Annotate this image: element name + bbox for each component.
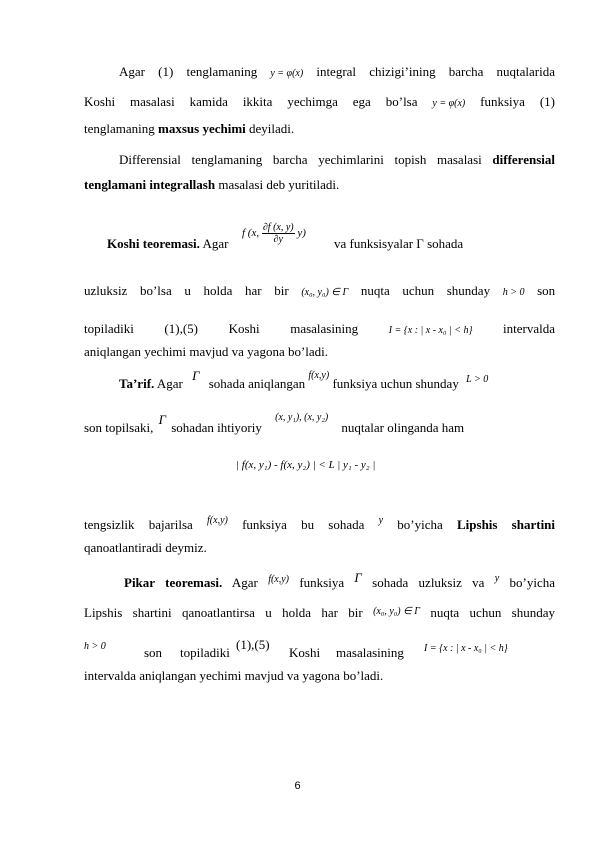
koshi-line2 [84,283,555,301]
word: deyiladi. [249,121,295,136]
formula-fxy: f(x,y) [268,574,290,585]
formula-L: L > 0 [466,374,489,385]
symbol-gamma: Γ [158,412,166,427]
word: ikkita [242,94,273,109]
fraction-numerator: ∂f (x, y) [262,222,294,233]
word: Agar [156,376,183,391]
word: bo’yicha [509,575,556,590]
formula-points: (x, y₁), (x, y₂) [275,412,329,423]
page-number: 6 [294,780,301,792]
word: funksiya [242,517,287,532]
p1-line2 [84,94,555,112]
formula-fxy: f(x,y) [308,370,330,381]
sentence: aniqlangan yechimi mavjud va yagona bo’ladi. [84,344,329,359]
sentence: sohada uzluksiz va [372,575,485,590]
formula-interval: I = {x : | x - x₀ | < h} [388,325,473,336]
word: son [144,645,163,660]
word: ega [352,94,371,109]
word: uzluksiz [84,283,128,298]
pikar-line1 [124,570,556,593]
word: bir [348,605,363,620]
term-bold: Lipshis shartini [457,517,556,532]
word: shartini [132,605,172,620]
tarif-line5 [84,540,555,556]
formula-y-phi: y = φ(x) [432,98,466,109]
koshi-line4 [84,344,555,360]
word: tenglamaning [186,64,258,79]
word: topiladiki [84,321,134,336]
formula-inequality: | f(x, y₁) - f(x, y₂) | < L | y₁ - y₂ | [236,459,376,471]
sentence: va funksisyalar Γ sohada [334,236,464,251]
word: intervalda [503,321,556,336]
symbol-y: y [378,515,384,526]
word: chizigi’ining [369,64,436,79]
word: integral [316,64,357,79]
formula-f-partial [242,222,306,245]
theorem-title: Koshi teoremasi. [107,236,200,251]
word: son [537,283,556,298]
symbol-gamma: Γ [354,570,362,585]
word: holda [282,605,311,620]
term-bold: maxsus yechimi [158,121,246,136]
definition-title: Ta’rif. [119,376,155,391]
word: bo’lsa [385,94,418,109]
term-bold: tenglamani integrallash [84,177,216,192]
word: nuqta [360,283,390,298]
word: nuqta [430,605,460,620]
equation-ref: (1),(5) [164,321,198,336]
pikar-line4 [84,668,555,684]
symbol-y: y [494,573,500,584]
formula-fxy: f(x,y) [207,515,228,526]
p2-line1 [119,152,555,168]
word: Koshi [228,321,260,336]
word: shunday [511,605,556,620]
formula-point: (x₀, y₀) ∈ Γ [373,606,420,617]
word: kamida [189,94,228,109]
word: bu [301,517,315,532]
sentence: qanoatlantiradi deymiz. [84,540,207,555]
word: masalasining [336,645,404,660]
word: Koshi [84,94,116,109]
word: u [184,283,191,298]
symbol-gamma: Γ [192,368,200,383]
word: topiladiki [180,645,230,660]
word: masalasi [129,94,175,109]
word: bo’lsa [139,283,172,298]
koshi-line1-end [334,236,534,252]
equation-ref: (1) [158,64,174,79]
word: sohada [328,517,365,532]
sentence: intervalda aniqlangan yechimi mavjud va yagona bo’ladi. [84,668,384,683]
formula-part: y) [297,227,306,240]
formula-y-phi: y = φ(x) [270,68,304,79]
word: Agar [231,575,258,590]
p1-line1 [119,64,555,82]
p1-line3 [84,121,555,137]
word: har [245,283,262,298]
formula-point: (x₀, y₀) ∈ Γ [301,287,349,298]
word: qanoatlantirsa [181,605,255,620]
sentence: sohadan ihtiyoriy [171,420,262,435]
formula-part: f (x, [242,227,260,240]
theorem-title: Pikar teoremasi. [124,575,223,590]
tarif-line1 [119,368,555,394]
word: funksiya [480,94,525,109]
sentence: funksiya uchun shunday [332,376,459,391]
word: Lipshis [84,605,123,620]
word: masalasining [290,321,359,336]
word: shunday [446,283,491,298]
equation-ref: (1),(5) [236,637,270,652]
word: bir [274,283,289,298]
koshi-line3 [84,321,555,339]
sentence: nuqtalar olinganda ham [341,420,465,435]
word: har [321,605,338,620]
fraction-denominator: ∂y [273,234,283,245]
word: yechimga [287,94,338,109]
formula-h: h > 0 [84,641,106,652]
word: Agar [119,64,145,79]
word: funksiya [299,575,345,590]
tarif-line4 [84,517,555,535]
sentence: sohada aniqlangan [208,376,306,391]
equation-ref: (1) [539,94,556,109]
word: holda [203,283,233,298]
lipschitz-inequality [236,459,375,471]
word: uchun [469,605,502,620]
formula-interval: I = {x : | x - x₀ | < h} [424,643,508,654]
word: tenglamaning [84,121,155,136]
word: tengsizlik [84,517,135,532]
p2-line2 [84,177,555,193]
word: bo’yicha [397,517,443,532]
word: barcha [448,64,484,79]
word: Koshi [289,645,321,660]
word: bajarilsa [148,517,193,532]
tarif-line2 [84,412,555,438]
sentence: masalasi deb yuritiladi. [218,177,340,192]
formula-h: h > 0 [502,287,525,298]
word: Agar [202,236,229,251]
word: nuqtalarida [496,64,556,79]
sentence: son topilsaki, [84,420,154,435]
sentence: Differensial tenglamaning barcha yechimlarini topish masalasi [119,152,482,167]
partial-fraction [262,222,295,245]
pikar-line2 [84,605,555,623]
word: u [265,605,272,620]
word: uchun [402,283,435,298]
term-bold: differensial [492,152,555,167]
